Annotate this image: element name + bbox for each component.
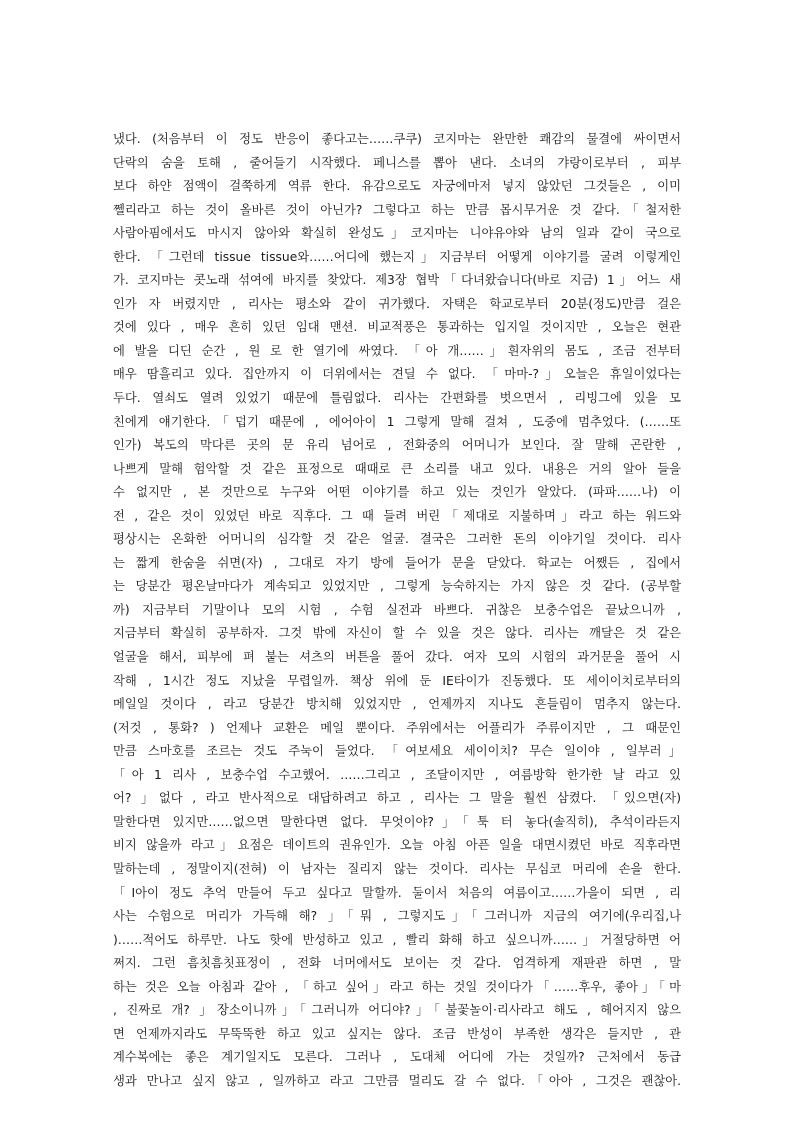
text-line: 단락의 숨을 토해 , 줄어들기 시작했다. 페니스를 뽑아 낸다. 소녀의 갸랑이로부터 , 피부 <box>113 155 681 170</box>
text-line: 친에게 얘기한다.「덥기 때문에 , 에어아이 1 그렇게 말해 걸쳐 , 도중에 멈추었다. (……또 <box>113 414 681 429</box>
text-line: 매우 땀흘리고 있다. 집안까지 이 더위에서는 견딜 수 없다. 「마마-?」오늘은 휴일이었다는 <box>113 367 681 382</box>
text-line: 수 없지만 , 본 것만으로 누구와 어떤 이야기를 하고 있는 것인가 알았다. (파파……나) 이 <box>113 485 681 500</box>
text-line: 메일일 것이다 , 라고 당분간 방치해 있었지만 , 언제까지 지나도 흔들림이 멈추지 않는다. <box>113 697 681 712</box>
text-line: 두다. 열쇠도 열려 있었기 때문에 틀림없다. 리사는 간편화를 벗으면서 , 리빙그에 있을 모 <box>113 391 681 406</box>
text-line: 「아 1 리사 , 보충수업 수고했어. ……그리고 , 조달이지만 , 여름방학 한가한 날 라고 있 <box>113 767 681 782</box>
text-line: 평상시는 온화한 어머니의 심각할 것 같은 얼굴. 결국은 그러한 돈의 이야기일 것이다. 리사 <box>113 532 681 547</box>
text-line: 작해 , 1시간 정도 지났을 무렵일까. 책상 위에 둔 IE타이가 진동했다. 또 세이이치로부터의 <box>113 673 681 688</box>
text-line: (저것 , 통화? ) 언제나 교환은 메일 뿐이다. 주위에서는 어플리가 주류이지만 , 그 때문인 <box>113 720 681 735</box>
text-line: 것에 있다 , 매우 흔히 있던 임대 맨션. 비교적풍은 통과하는 입지일 것이지만 , 오늘은 현관 <box>113 320 681 335</box>
text-line: 「I아이 정도 추억 만들어 두고 싶다고 말할까. 둘이서 처음의 여름이고……가을이 되면 , 리 <box>113 885 681 900</box>
text-line: 만큼 스마호를 조르는 것도 주눅이 들었다. 「여보세요 세이이치? 무슨 일이야 , 일부러」 <box>113 744 681 759</box>
text-line: 냈다. (처음부터 이 정도 반응이 좋다고는……쿠쿠) 코지마는 완만한 쾌감의 물결에 싸이면서 <box>113 132 681 146</box>
text-line: 지금부터 확실히 공부하자. 그것 밖에 자신이 할 수 있을 것은 않다. 리사는 깨달은 것 같은 <box>113 626 681 641</box>
text-line: 얼굴을 해서, 피부에 펴 붙는 셔츠의 버튼을 풀어 갔다. 여자 모의 시험의 과거문을 풀어 시 <box>113 650 681 665</box>
text-line: 에 발을 디딘 순간 , 원 로 한 열기에 싸였다. 「아 개……」흰자위의 몸도 , 조금 전부터 <box>113 343 681 358</box>
text-line: 하는 것은 오늘 아침과 같아 , 「하고 싶어」라고 하는 것일 것이다가「……후우, 좋아」「마 <box>113 979 681 994</box>
text-line: , 진짜로 개? 」장소이니까」「그러니까 어디야?」「불꽃놀이·리사라고 해도 , 헤어지지 않으 <box>113 1003 681 1018</box>
text-line: 어? 」없다 , 라고 반사적으로 대답하려고 하고 , 리사는 그 말을 훨씬 삼켰다. 「있으면(자) <box>113 791 681 806</box>
text-line: 전 , 같은 것이 있었던 바로 직후다. 그 때 들려 버린「제대로 지불하며」라고 하는 워드와 <box>113 508 681 523</box>
text-line: 는 짧게 한숨을 쉬면(자) , 그대로 자기 방에 들어가 문을 닫았다. 학교는 어쨌든 , 집에서 <box>113 555 681 570</box>
text-line: 인가) 복도의 막다른 곳의 문 유리 넘어로 , 전화중의 어머니가 보인다. 잘 말해 곤란한 , <box>113 438 681 453</box>
text-line: 쩰리라고 하는 것이 올바른 것이 아닌가? 그렇다고 하는 만큼 몹시무거운 것 같다.「철저한 <box>113 202 681 217</box>
text-line: 면 언제까지라도 무뚝뚝한 하고 있고 싶지는 않다. 조금 반성이 부족한 생각은 들지만 , 관 <box>113 1026 681 1041</box>
text-line: 쩌지. 그런 흠칫흠칫표정이 , 전화 너머에서도 보이는 것 같다. 엄격하게 재판관 하면 , 말 <box>113 956 681 971</box>
text-line: 는 당분간 평온날마다가 계속되고 있었지만 , 그렇게 능숙하지는 가지 않은 것 같다. (공부할 <box>113 579 681 594</box>
text-line: 가. 코지마는 콧노래 섞여에 바지를 찾았다. 제3장 협박「다녀왔습니다(바로 지금) 1」어느 새 <box>113 273 681 288</box>
text-line: 까) 지금부터 기말이나 모의 시험 , 수험 실전과 바쁘다. 귀찮은 보충수업은 끝났으니까 , <box>113 602 681 617</box>
text-line: 나쁘게 말해 험악할 것 같은 표정으로 때때로 큰 소리를 내고 있다. 내용은 거의 알아 들을 <box>113 461 681 476</box>
document-page <box>113 128 681 1093</box>
text-line: 계수복에는 좋은 계기일지도 모른다. 그러나 , 도대체 어디에 가는 것일까? 근처에서 동급 <box>113 1050 681 1065</box>
text-line: 비지 않을까 라고」요점은 데이트의 권유인가. 오늘 아침 아픈 일을 대면시켰던 바로 직후라면 <box>113 838 681 853</box>
text-line: 말한다면 있지만……없으면 말한다면 없다. 무엇이야?」「툭 터 놓다(솔직히), 추석이라든지 <box>113 814 681 829</box>
text-line: 사람아핌에서도 마시지 않아와 확실히 완성도」코지마는 니야유야와 남의 일과 같이 국으로 <box>113 226 681 241</box>
text-line: 생과 만나고 싶지 않고 , 일까하고 라고 그만큼 멀리도 갈 수 없다.「아아 , 그것은 괜찮아. <box>113 1073 681 1088</box>
text-line: 보다 하얀 점액이 걸쭉하게 역류 한다. 유감으로도 자궁에마저 넣지 않았던 그것들은 , 이미 <box>113 179 681 194</box>
text-line: 인가 자 버렸지만 , 리사는 평소와 같이 귀가했다. 자택은 학교로부터 20분(정도)만큼 걸은 <box>113 296 681 311</box>
text-line: )……적어도 하루만. 나도 핫에 반성하고 있고 , 빨리 화해 하고 싶으니까……」거절당하면 어 <box>113 932 681 947</box>
text-line: 사는 수험으로 머리가 가득해 해? 」「뭐 , 그렇지도」「그러니까 지금의 여기에(우리집,나 <box>113 909 681 924</box>
text-line: 말하는데 , 정말이지(전혀) 이 남자는 질리지 않는 것이다. 리사는 무심코 머리에 손을 한다. <box>113 861 681 876</box>
text-line: 한다. 「그런데 tissue tissue와……어디에 했는지」지금부터 어떻게 이야기를 굴려 이렇게인 <box>113 249 681 264</box>
